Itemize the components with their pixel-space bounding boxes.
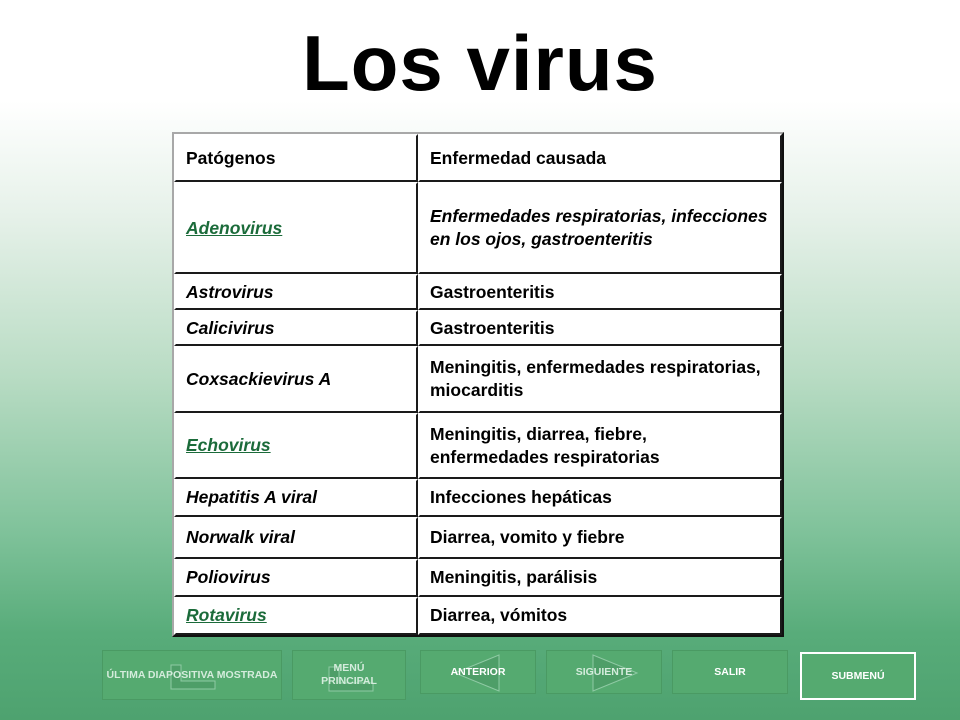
pathogen-cell: [174, 413, 418, 479]
previous-label: ANTERIOR: [450, 665, 506, 678]
exit-button[interactable]: [672, 650, 788, 694]
table-header-row: [174, 134, 782, 182]
pathogen-cell: Norwalk viral: [174, 517, 418, 559]
slide-title: Los virus: [302, 19, 658, 107]
disease-cell: Enfermedades respiratorias, infecciones en los ojos, gastroenteritis: [418, 182, 782, 274]
table-row: [174, 310, 782, 346]
submenu-label: SUBMENÚ: [831, 669, 885, 682]
disease-cell: Diarrea, vómitos: [418, 597, 782, 635]
pathogen-cell: Astrovirus: [174, 274, 418, 310]
table-row: [174, 559, 782, 597]
next-button[interactable]: [546, 650, 662, 694]
table-row: [174, 274, 782, 310]
table-row: [174, 413, 782, 479]
disease-cell: Gastroenteritis: [418, 274, 782, 310]
pathogen-cell: [174, 597, 418, 635]
main-menu-label: MENÚ PRINCIPAL: [321, 662, 377, 687]
pathogen-link-adenovirus[interactable]: Adenovirus: [186, 217, 283, 238]
disease-cell: Meningitis, enfermedades respiratorias, miocarditis: [418, 346, 782, 412]
disease-cell: Infecciones hepáticas: [418, 479, 782, 517]
pathogen-cell: Poliovirus: [174, 559, 418, 597]
last-slide-label: ÚLTIMA DIAPOSITIVA MOSTRADA: [106, 668, 278, 681]
table-row: [174, 479, 782, 517]
disease-cell: Meningitis, parálisis: [418, 559, 782, 597]
pathogen-cell: Hepatitis A viral: [174, 479, 418, 517]
exit-label: SALIR: [714, 665, 746, 678]
disease-cell: Diarrea, vomito y fiebre: [418, 517, 782, 559]
pathogen-link-echovirus[interactable]: Echovirus: [186, 435, 271, 456]
pathogen-cell: [174, 182, 418, 274]
disease-cell: Gastroenteritis: [418, 310, 782, 346]
previous-button[interactable]: [420, 650, 536, 694]
submenu-button[interactable]: [800, 652, 916, 700]
next-label: SIGUIENTE: [575, 665, 633, 678]
pathogen-cell: Coxsackievirus A: [174, 346, 418, 412]
table-row: [174, 346, 782, 412]
pathogen-cell: Calicivirus: [174, 310, 418, 346]
header-disease: Enfermedad causada: [418, 134, 782, 182]
navigation-bar: [0, 650, 960, 720]
main-menu-button[interactable]: [292, 650, 406, 700]
header-pathogens: Patógenos: [174, 134, 418, 182]
virus-table: [172, 132, 784, 637]
disease-cell: Meningitis, diarrea, fiebre, enfermedades respiratorias: [418, 413, 782, 479]
table-row: [174, 517, 782, 559]
last-slide-button[interactable]: [102, 650, 282, 700]
table-row: [174, 597, 782, 635]
table-row: [174, 182, 782, 274]
pathogen-link-rotavirus[interactable]: Rotavirus: [186, 605, 267, 626]
